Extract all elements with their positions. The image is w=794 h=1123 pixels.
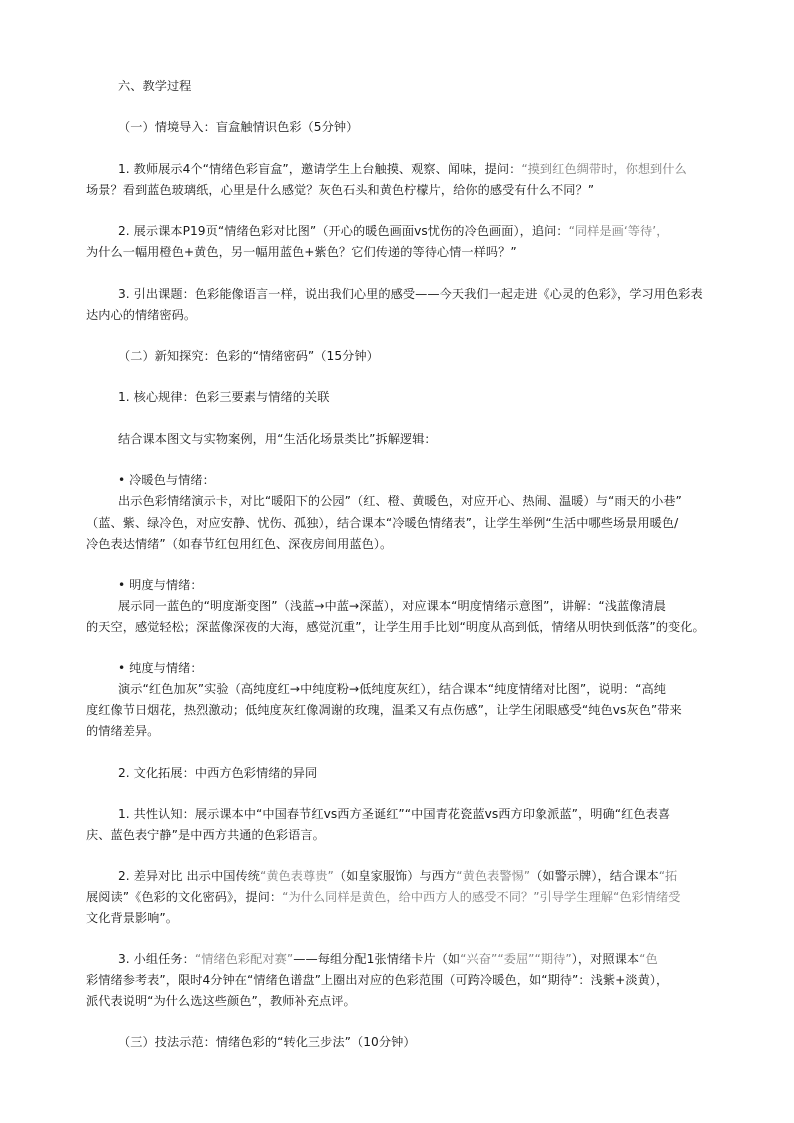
paragraph-1-3: 3. 引出课题：色彩能像语言一样，说出我们心里的感受——今天我们一起走进《心灵的色彩》，学习用色彩表 — [118, 287, 703, 301]
part1-heading: （一）情境导入：盲盒触情识色彩（5分钟） — [118, 120, 359, 134]
text: 展阅读”《色彩的文化密码》，提问： — [86, 890, 283, 904]
brightness-line-1: 展示同一蓝色的“明度渐变图”（浅蓝→中蓝→深蓝），对应课本“明度情绪示意图”，讲解：“浅蓝像清晨 — [118, 599, 666, 613]
culture-2-line-2 — [86, 889, 681, 906]
quote-text: “摸到红色绸带时，你想到什么 — [521, 162, 687, 176]
part2-heading: （二）新知探究：色彩的“情绪密码”（15分钟） — [118, 349, 379, 363]
culture-3-line-1 — [118, 951, 658, 968]
warm-cool-line-3: 冷色表达情绪”（如春节红包用红色、深夜房间用蓝色）。 — [86, 537, 393, 551]
quote-text: “黄色表警惕” — [456, 869, 531, 883]
paragraph-1-1 — [118, 161, 687, 178]
warm-cool-line-2: （蓝、紫、绿冷色，对应安静、忧伤、孤独），结合课本“冷暖色情绪表”，让学生举例“生活中哪些场景用暖色/ — [86, 516, 679, 530]
quote-text: “色 — [639, 952, 658, 966]
text: 2. 差异对比 出示中国传统 — [118, 869, 260, 883]
purity-title: • 纯度与情绪： — [118, 661, 203, 675]
quote-text: “拓 — [658, 869, 678, 883]
quote-text: “黄色表尊贵” — [259, 869, 334, 883]
brightness-title: • 明度与情绪： — [118, 578, 203, 592]
warm-cool-line-1: 出示色彩情绪演示卡，对比“暖阳下的公园”（红、橙、黄暖色，对应开心、热闹、温暖）与“雨天的小巷” — [118, 494, 682, 508]
paragraph-2-1: 1. 核心规律：色彩三要素与情绪的关联 — [118, 390, 330, 404]
culture-3-line-2: 彩情绪参考表”，限时4分钟在“情绪色谱盘”上圈出对应的色彩范围（可跨冷暖色，如“期待”：浅紫+淡黄）， — [86, 973, 669, 987]
paragraph-2-intro: 结合课本图文与实物案例，用“生活化场景类比”拆解逻辑： — [118, 432, 437, 446]
part3-heading: （三）技法示范：情绪色彩的“转化三步法”（10分钟） — [118, 1035, 416, 1049]
purity-line-3: 的情绪差异。 — [86, 724, 160, 738]
quote-text: “兴奋”“委屈”“期待” — [460, 952, 572, 966]
text: （如皇家服饰）与西方 — [333, 869, 457, 883]
purity-line-1: 演示“红色加灰”实验（高纯度红→中纯度粉→低纯度灰红），结合课本“纯度情绪对比图”，说明：“高纯 — [118, 682, 666, 696]
text: 3. 小组任务： — [118, 952, 195, 966]
section-title: 六、教学过程 — [118, 79, 192, 93]
culture-3-line-3: 派代表说明“为什么选这些颜色”，教师补充点评。 — [86, 994, 356, 1008]
quote-text: “情绪色彩配对赛” — [194, 952, 294, 966]
text: 1. 教师展示4个“情绪色彩盲盒”，邀请学生上台触摸、观察、闻味，提问： — [118, 162, 522, 176]
purity-line-2: 度红像节日烟花，热烈激动；低纯度灰红像凋谢的玫瑰，温柔又有点伤感”，让学生闭眼感受“纯色vs灰色”带来 — [86, 703, 682, 717]
warm-cool-title: • 冷暖色与情绪： — [118, 473, 215, 487]
text: 2. 展示课本P19页“情绪色彩对比图”（开心的暖色画面vs忧伤的冷色画面），追问： — [118, 224, 569, 238]
quote-text: “为什么同样是黄色，给中西方人的感受不同？”引导学生理解“色彩情绪受 — [282, 890, 681, 904]
brightness-line-2: 的天空，感觉轻松；深蓝像深夜的大海，感觉沉重”，让学生用手比划“明度从高到低，情绪从明快到低落”的变化。 — [86, 620, 705, 634]
text: ），对照课本 — [571, 952, 640, 966]
quote-text: “同样是画‘等待’， — [568, 224, 669, 238]
paragraph-1-2-cont: 为什么一幅用橙色+黄色，另一幅用蓝色+紫色？它们传递的等待心情一样吗？” — [86, 245, 517, 259]
culture-2-line-3: 文化背景影响”。 — [86, 911, 179, 925]
paragraph-1-3-cont: 达内心的情绪密码。 — [86, 308, 197, 322]
paragraph-1-2 — [118, 223, 668, 240]
paragraph-1-1-cont: 场景？看到蓝色玻璃纸，心里是什么感觉？灰色石头和黄色柠檬片，给你的感受有什么不同？” — [86, 183, 595, 197]
culture-1-line-2: 庆、蓝色表宁静”是中西方共通的色彩语言。 — [86, 828, 325, 842]
text: （如警示牌），结合课本 — [530, 869, 659, 883]
culture-1-line-1: 1. 共性认知：展示课本中“中国春节红vs西方圣诞红”“中国青花瓷蓝vs西方印象派蓝”，明确“红色表喜 — [118, 807, 671, 821]
paragraph-2-2: 2. 文化拓展：中西方色彩情绪的异同 — [118, 766, 318, 780]
text: ——每组分配1张情绪卡片（如 — [293, 952, 461, 966]
culture-2-line-1 — [118, 868, 677, 885]
